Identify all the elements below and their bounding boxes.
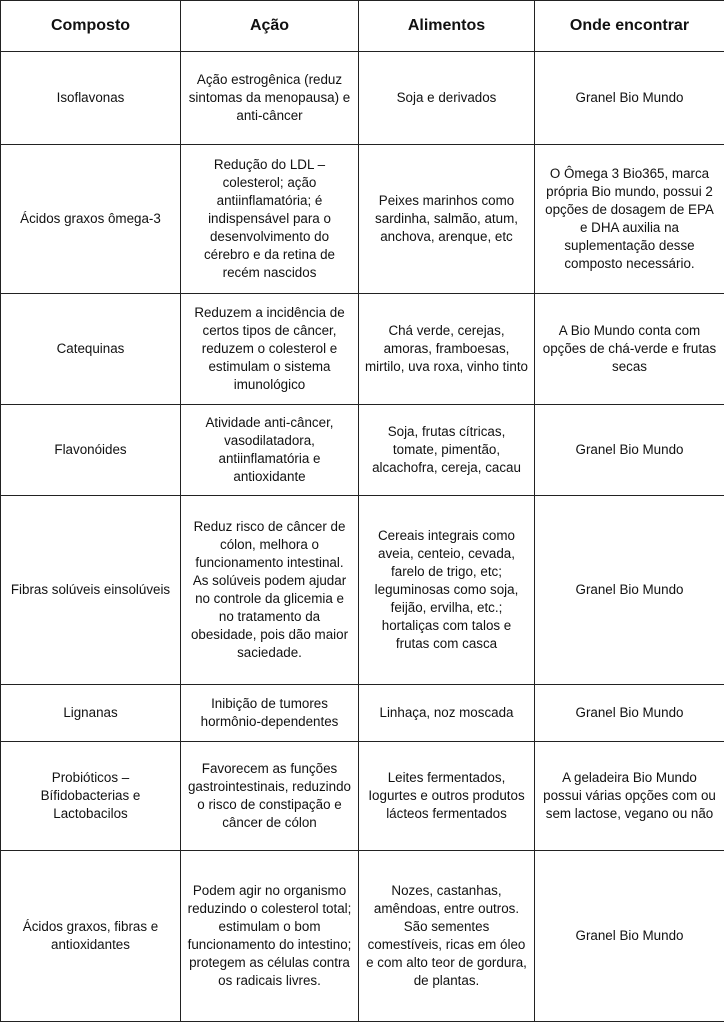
cell-alimentos: Soja e derivados <box>359 52 535 145</box>
cell-acao: Reduzem a incidência de certos tipos de câncer, reduzem o colesterol e estimulam o sistema imunológico <box>181 294 359 405</box>
cell-alimentos: Nozes, castanhas, amêndoas, entre outros. São sementes comestíveis, ricas em óleo e com alto teor de gordura, de plantas. <box>359 851 535 1022</box>
header-acao: Ação <box>181 1 359 52</box>
cell-composto: Fibras solúveis einsolúveis <box>1 496 181 685</box>
cell-composto: Ácidos graxos, fibras e antioxidantes <box>1 851 181 1022</box>
table-row <box>1 685 724 742</box>
cell-alimentos: Peixes marinhos como sardinha, salmão, atum, anchova, arenque, etc <box>359 145 535 294</box>
header-row <box>1 1 724 52</box>
cell-alimentos: Cereais integrais como aveia, centeio, cevada, farelo de trigo, etc; leguminosas como soja, feijão, ervilha, etc.; hortaliças com talos e frutas com casca <box>359 496 535 685</box>
header-onde-encontrar: Onde encontrar <box>535 1 724 52</box>
table-row <box>1 52 724 145</box>
table-row <box>1 742 724 851</box>
cell-alimentos: Linhaça, noz moscada <box>359 685 535 742</box>
header-alimentos: Alimentos <box>359 1 535 52</box>
cell-alimentos: Soja, frutas cítricas, tomate, pimentão, alcachofra, cereja, cacau <box>359 405 535 496</box>
cell-acao: Inibição de tumores hormônio-dependentes <box>181 685 359 742</box>
cell-onde-encontrar: Granel Bio Mundo <box>535 685 724 742</box>
cell-onde-encontrar: Granel Bio Mundo <box>535 496 724 685</box>
cell-composto: Flavonóides <box>1 405 181 496</box>
cell-alimentos: Chá verde, cerejas, amoras, framboesas, mirtilo, uva roxa, vinho tinto <box>359 294 535 405</box>
cell-acao: Ação estrogênica (reduz sintomas da menopausa) e anti-câncer <box>181 52 359 145</box>
cell-onde-encontrar: Granel Bio Mundo <box>535 851 724 1022</box>
cell-onde-encontrar: Granel Bio Mundo <box>535 52 724 145</box>
table-row <box>1 145 724 294</box>
cell-acao: Redução do LDL – colesterol; ação antiinflamatória; é indispensável para o desenvolvimento do cérebro e da retina de recém nascidos <box>181 145 359 294</box>
cell-composto: Lignanas <box>1 685 181 742</box>
cell-acao: Podem agir no organismo reduzindo o colesterol total; estimulam o bom funcionamento do intestino; protegem as células contra os radicais livres. <box>181 851 359 1022</box>
table-row <box>1 294 724 405</box>
cell-composto: Probióticos – Bífidobacterias e Lactobacilos <box>1 742 181 851</box>
cell-onde-encontrar: A Bio Mundo conta com opções de chá-verde e frutas secas <box>535 294 724 405</box>
cell-acao: Atividade anti-câncer, vasodilatadora, antiinflamatória e antioxidante <box>181 405 359 496</box>
table-row <box>1 405 724 496</box>
table-row <box>1 851 724 1022</box>
cell-composto: Isoflavonas <box>1 52 181 145</box>
cell-composto: Catequinas <box>1 294 181 405</box>
table-row <box>1 496 724 685</box>
cell-alimentos: Leites fermentados, Iogurtes e outros produtos lácteos fermentados <box>359 742 535 851</box>
cell-acao: Reduz risco de câncer de cólon, melhora o funcionamento intestinal. As solúveis podem ajudar no controle da glicemia e no tratamento da obesidade, pois dão maior saciedade. <box>181 496 359 685</box>
cell-onde-encontrar: O Ômega 3 Bio365, marca própria Bio mundo, possui 2 opções de dosagem de EPA e DHA auxilia na suplementação desse composto necessário. <box>535 145 724 294</box>
cell-composto: Ácidos graxos ômega-3 <box>1 145 181 294</box>
cell-onde-encontrar: Granel Bio Mundo <box>535 405 724 496</box>
header-composto: Composto <box>1 1 181 52</box>
cell-onde-encontrar: A geladeira Bio Mundo possui várias opções com ou sem lactose, vegano ou não <box>535 742 724 851</box>
cell-acao: Favorecem as funções gastrointestinais, reduzindo o risco de constipação e câncer de cólon <box>181 742 359 851</box>
